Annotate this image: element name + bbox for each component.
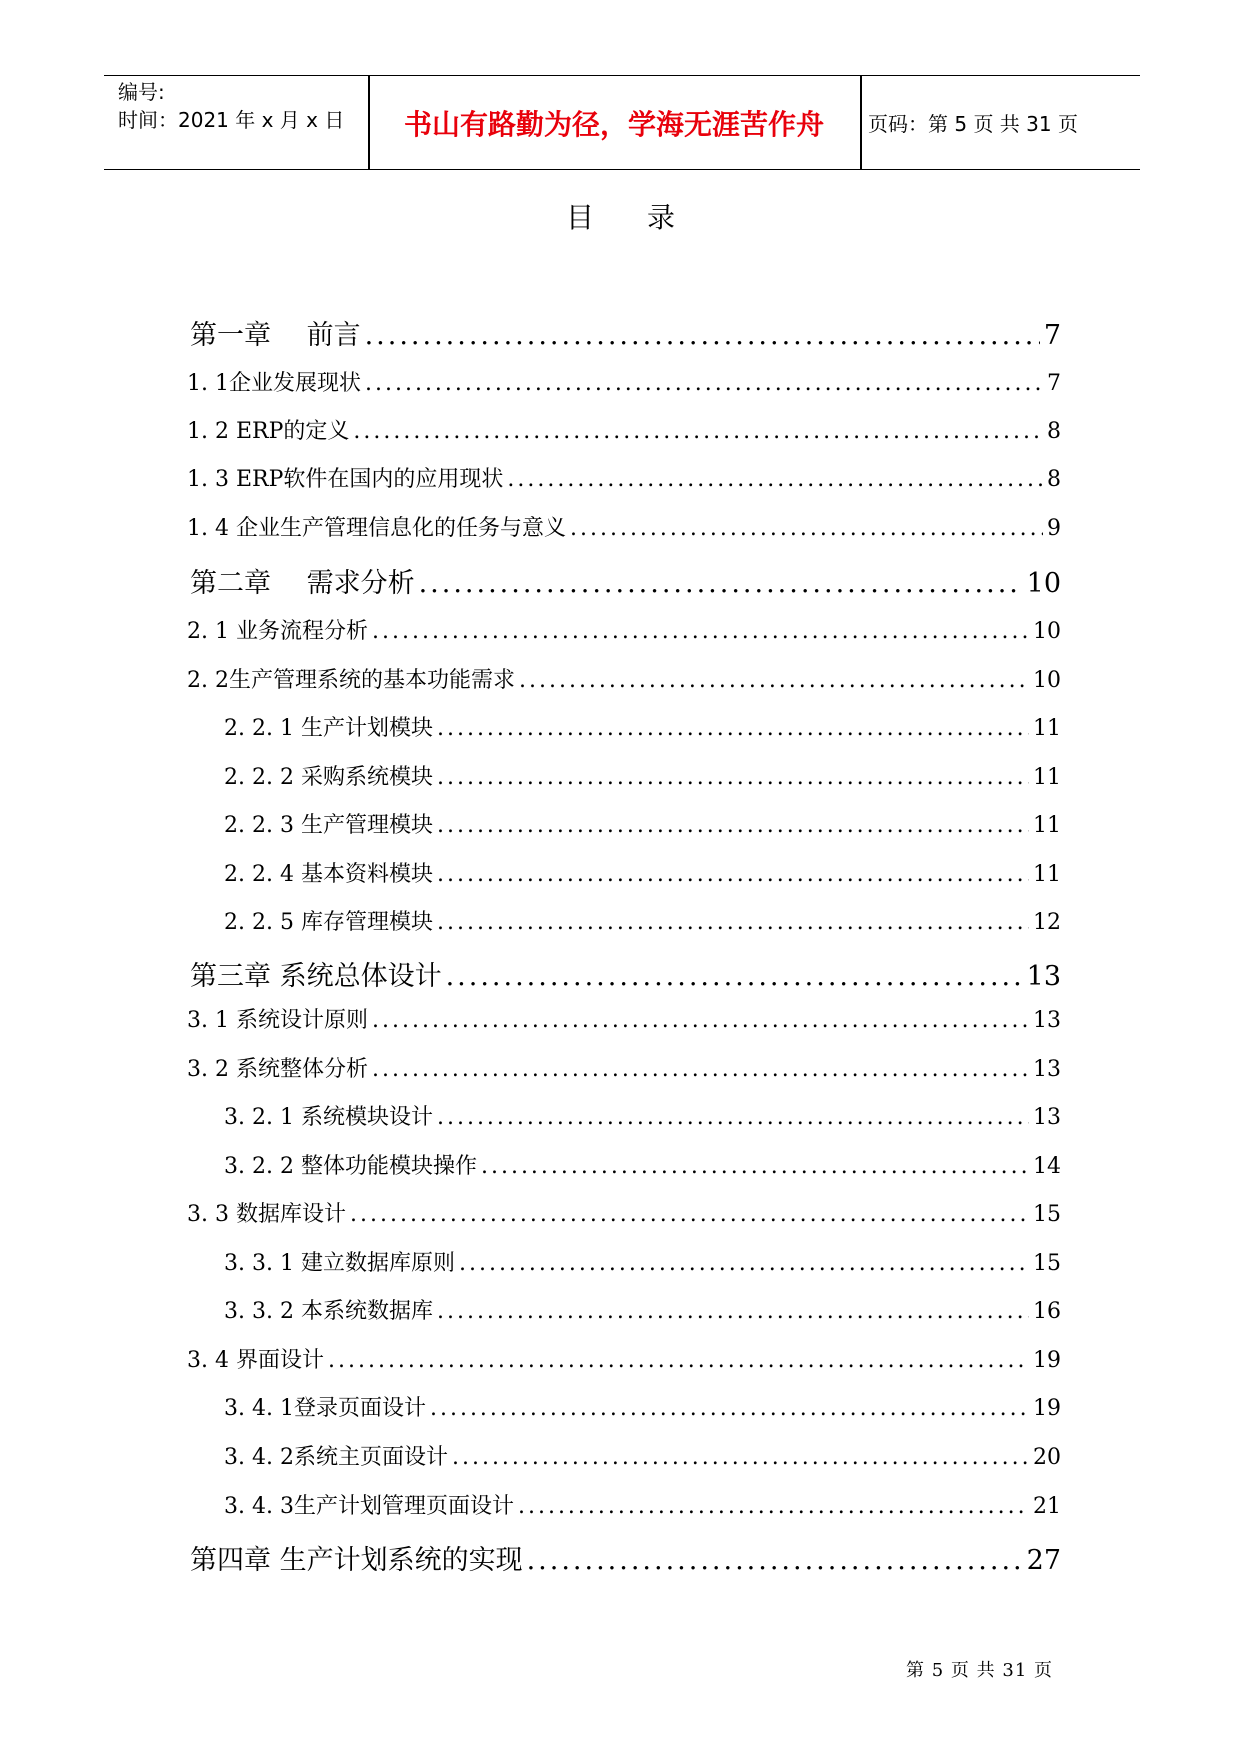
toc-entry[interactable] [224,760,1061,791]
toc-leader-dots [437,1105,1029,1130]
header-page-info: 页码：第 5 页 共 31 页 [868,112,1078,136]
toc-entry-page-number: 10 [1026,568,1061,599]
toc-entry-label: 第四章 生产计划系统的实现 [190,1545,523,1576]
toc-entry-label: 第二章 需求分析 [190,568,415,599]
toc-entry[interactable] [187,1052,1061,1083]
toc-leader-dots [459,1251,1029,1276]
toc-leader-dots [570,516,1043,541]
toc-entry[interactable] [190,313,1061,352]
toc-leader-dots [437,862,1029,887]
toc-leader-dots [430,1396,1029,1421]
toc-entry[interactable] [224,1100,1061,1131]
toc-entry-page-number: 21 [1033,1494,1061,1519]
toc-entry[interactable] [224,1294,1061,1325]
toc-entry-label: 3. 2. 1 系统模块设计 [224,1105,433,1130]
toc-leader-dots [372,619,1029,644]
toc-title: 目 录 [566,201,697,234]
toc-entry-label: 3. 3. 1 建立数据库原则 [224,1251,455,1276]
toc-leader-dots [437,813,1029,838]
toc-entry[interactable] [224,1391,1061,1422]
toc-leader-dots [350,1202,1029,1227]
toc-entry-page-number: 10 [1033,668,1061,693]
toc-entry-page-number: 27 [1026,1545,1061,1576]
toc-leader-dots [372,1008,1029,1033]
toc-entry-page-number: 15 [1033,1202,1061,1227]
toc-entry[interactable] [224,808,1061,839]
toc-leader-dots [437,765,1029,790]
header-motto: 书山有路勤为径，学海无涯苦作舟 [403,107,824,141]
toc-entry-label: 1. 2 ERP的定义 [187,419,350,444]
toc-entry-page-number: 16 [1033,1299,1061,1324]
toc-entry[interactable] [187,462,1061,493]
toc-entry-page-number: 13 [1033,1008,1061,1033]
toc-entry[interactable] [187,614,1061,645]
toc-entry-label: 3. 4 界面设计 [187,1348,324,1373]
toc-entry-page-number: 7 [1043,320,1061,351]
toc-entry-label: 2. 1 业务流程分析 [187,619,368,644]
toc-entry-label: 2. 2. 1 生产计划模块 [224,716,433,741]
toc-entry-page-number: 7 [1047,371,1061,396]
toc-entry[interactable] [190,954,1061,993]
toc-leader-dots [446,961,1023,992]
toc-leader-dots [519,668,1029,693]
page-footer: 第 5 页 共 31 页 [906,1660,1053,1681]
toc-entry-page-number: 13 [1033,1105,1061,1130]
toc-entry-label: 3. 4. 2系统主页面设计 [224,1445,448,1470]
toc-entry[interactable] [190,561,1061,600]
toc-entry-page-number: 12 [1033,910,1061,935]
toc-entry[interactable] [190,1538,1061,1577]
toc-entry-label: 2. 2. 4 基本资料模块 [224,862,433,887]
toc-entry[interactable] [224,1489,1061,1520]
toc-entry-page-number: 13 [1026,961,1061,992]
toc-entry[interactable] [187,1197,1061,1228]
toc-leader-dots [518,1494,1029,1519]
toc-leader-dots [328,1348,1029,1373]
toc-entry[interactable] [187,663,1061,694]
toc-entry[interactable] [224,1440,1061,1471]
toc-entry-page-number: 8 [1047,467,1061,492]
toc-entry[interactable] [187,366,1061,397]
toc-entry-page-number: 19 [1033,1396,1061,1421]
toc-entry-page-number: 15 [1033,1251,1061,1276]
header-number-label: 编号: [118,80,165,104]
toc-leader-dots [372,1057,1029,1082]
toc-entry-page-number: 20 [1033,1445,1061,1470]
toc-entry-label: 2. 2生产管理系统的基本功能需求 [187,668,515,693]
toc-entry[interactable] [224,711,1061,742]
toc-leader-dots [365,320,1040,351]
toc-entry-label: 3. 2 系统整体分析 [187,1057,368,1082]
toc-entry-label: 3. 3. 2 本系统数据库 [224,1299,433,1324]
toc-entry-page-number: 13 [1033,1057,1061,1082]
toc-entry-label: 第一章 前言 [190,320,361,351]
toc-leader-dots [365,371,1043,396]
toc-entry-page-number: 8 [1047,419,1061,444]
toc-entry-label: 1. 1企业发展现状 [187,371,361,396]
toc-entry[interactable] [224,857,1061,888]
toc-entry-label: 3. 4. 1登录页面设计 [224,1396,426,1421]
toc-entry-page-number: 11 [1033,862,1061,887]
toc-entry-label: 第三章 系统总体设计 [190,961,442,992]
toc-entry[interactable] [187,1343,1061,1374]
toc-entry-page-number: 11 [1033,716,1061,741]
toc-entry-label: 2. 2. 3 生产管理模块 [224,813,433,838]
toc-entry-label: 3. 2. 2 整体功能模块操作 [224,1154,477,1179]
toc-entry-label: 2. 2. 5 库存管理模块 [224,910,433,935]
toc-leader-dots [419,568,1023,599]
toc-leader-dots [452,1445,1029,1470]
toc-entry-page-number: 10 [1033,619,1061,644]
toc-entry-page-number: 11 [1033,765,1061,790]
toc-leader-dots [527,1545,1023,1576]
toc-entry[interactable] [187,1003,1061,1034]
toc-leader-dots [481,1154,1029,1179]
toc-entry-page-number: 14 [1033,1154,1061,1179]
toc-entry[interactable] [224,905,1061,936]
toc-entry-page-number: 9 [1047,516,1061,541]
toc-entry[interactable] [187,414,1061,445]
toc-entry-page-number: 19 [1033,1348,1061,1373]
toc-leader-dots [437,716,1029,741]
toc-entry-label: 3. 1 系统设计原则 [187,1008,368,1033]
toc-entry[interactable] [187,511,1061,542]
toc-entry[interactable] [224,1149,1061,1180]
toc-leader-dots [437,910,1029,935]
toc-leader-dots [507,467,1043,492]
toc-entry-label: 3. 4. 3生产计划管理页面设计 [224,1494,514,1519]
toc-entry-label: 3. 3 数据库设计 [187,1202,346,1227]
toc-entry-label: 1. 4 企业生产管理信息化的任务与意义 [187,516,566,541]
toc-entry-page-number: 11 [1033,813,1061,838]
header-time-label: 时间：2021 年 x 月 x 日 [118,108,345,132]
toc-entry-label: 2. 2. 2 采购系统模块 [224,765,433,790]
toc-leader-dots [437,1299,1029,1324]
toc-leader-dots [353,419,1043,444]
toc-entry[interactable] [224,1246,1061,1277]
toc-entry-label: 1. 3 ERP软件在国内的应用现状 [187,467,504,492]
